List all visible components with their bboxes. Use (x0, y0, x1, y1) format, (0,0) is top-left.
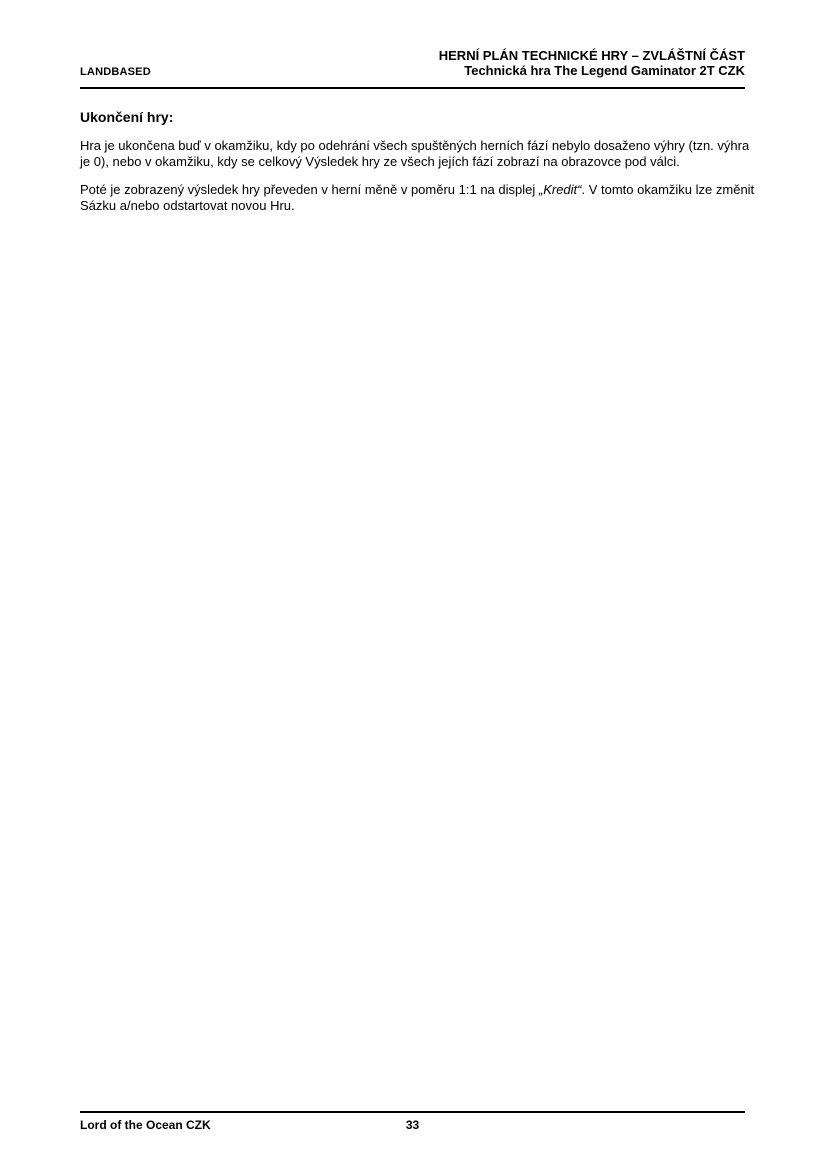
header-title-line2: Technická hra The Legend Gaminator 2T CZK (464, 63, 745, 78)
paragraph-result-transfer (80, 182, 758, 214)
header-title-block (439, 48, 745, 78)
footer-document-name: Lord of the Ocean CZK (80, 1118, 211, 1132)
header-title-line1: HERNÍ PLÁN TECHNICKÉ HRY – ZVLÁŠTNÍ ČÁST (438, 48, 745, 63)
header-company-label: LANDBASED (80, 66, 151, 78)
paragraph2-kredit-term: „Kredit“ (538, 182, 582, 197)
page-content (80, 109, 758, 214)
section-heading: Ukončení hry: (80, 109, 174, 125)
paragraph-game-end-conditions: Hra je ukončena buď v okamžiku, kdy po odehrání všech spuštěných herních fází nebylo dosaženo výhry (tzn. výhra je 0), nebo v okamžiku, kdy se celkový Výsledek hry ze všech jejích fází zobrazí na obrazovce pod válci. (80, 138, 750, 169)
page-footer (80, 1111, 745, 1132)
footer-page-number: 33 (405, 1118, 420, 1132)
paragraph2-text-before: Poté je zobrazený výsledek hry převeden v herní měně v poměru 1:1 na displej (80, 182, 539, 197)
footer-inner (80, 1118, 745, 1132)
page-header (80, 48, 745, 89)
paragraph2-text-after: . V tomto okamžiku lze změnit Sázku a/nebo odstartovat novou Hru. (80, 182, 755, 213)
